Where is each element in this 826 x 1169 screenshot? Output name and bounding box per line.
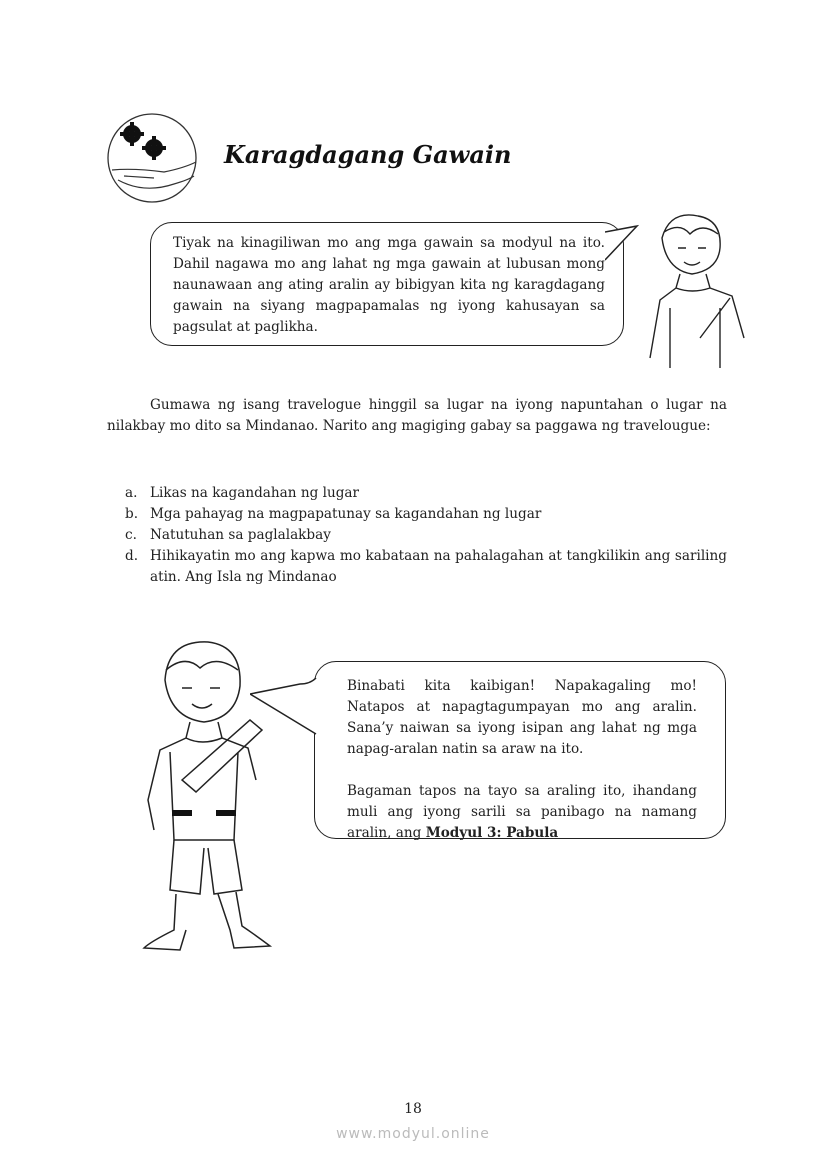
page-number: 18 <box>404 1101 422 1117</box>
bubble-tail <box>605 220 645 280</box>
speech-bubble-bottom <box>314 661 726 839</box>
bubble-paragraph-1: Binabati kita kaibigan! Napakagaling mo! Natapos at napagtagumpayan mo ang aralin. Sana’y naiwan sa iyong isipan ang lahat ng mga napag-aralan natin sa araw na ito. <box>347 678 697 757</box>
list-item <box>125 546 727 588</box>
bubble-paragraph-2 <box>347 781 697 844</box>
watermark: www.modyul.online <box>336 1126 490 1142</box>
list-item <box>125 504 727 525</box>
list-marker: c. <box>125 527 137 543</box>
list-text: Likas na kagandahan ng lugar <box>150 485 360 501</box>
speech-bubble-top: Tiyak na kinagiliwan mo ang mga gawain sa modyul na ito. Dahil nagawa mo ang lahat ng mga gawain at lubusan mong naunawaan ang ating aralin ay bibigyan kita ng karagdagang gawain na siyang magpapamalas ng iyong kahusayan sa pagsulat at paglikha. <box>150 222 624 346</box>
list-marker: b. <box>125 506 139 522</box>
list-item <box>125 483 727 504</box>
list-marker: d. <box>125 548 139 564</box>
list-text: Hihikayatin mo ang kapwa mo kabataan na pahalagahan at tangkilikin ang sariling atin. Ang Isla ng Mindanao <box>150 548 727 585</box>
boy-character-illustration-top <box>640 208 750 368</box>
section-title: Karagdagang Gawain <box>224 140 512 169</box>
gears-in-hand-icon <box>104 110 200 206</box>
bubble-tail <box>250 664 320 740</box>
next-module-label: Modyul 3: Pabula <box>425 825 559 841</box>
list-text: Natutuhan sa paglalakbay <box>150 527 331 543</box>
list-marker: a. <box>125 485 138 501</box>
list-item <box>125 525 727 546</box>
instruction-paragraph: Gumawa ng isang travelogue hinggil sa lugar na iyong napuntahan o lugar na nilakbay mo dito sa Mindanao. Narito ang magiging gabay sa paggawa ng travelougue: <box>107 397 727 434</box>
bubble-text: Bagaman tapos na tayo sa araling ito, ihandang muli ang iyong sarili sa panibago na namang aralin, ang <box>347 783 697 841</box>
guide-list <box>125 483 727 588</box>
list-text: Mga pahayag na magpapatunay sa kagandahan ng lugar <box>150 506 542 522</box>
